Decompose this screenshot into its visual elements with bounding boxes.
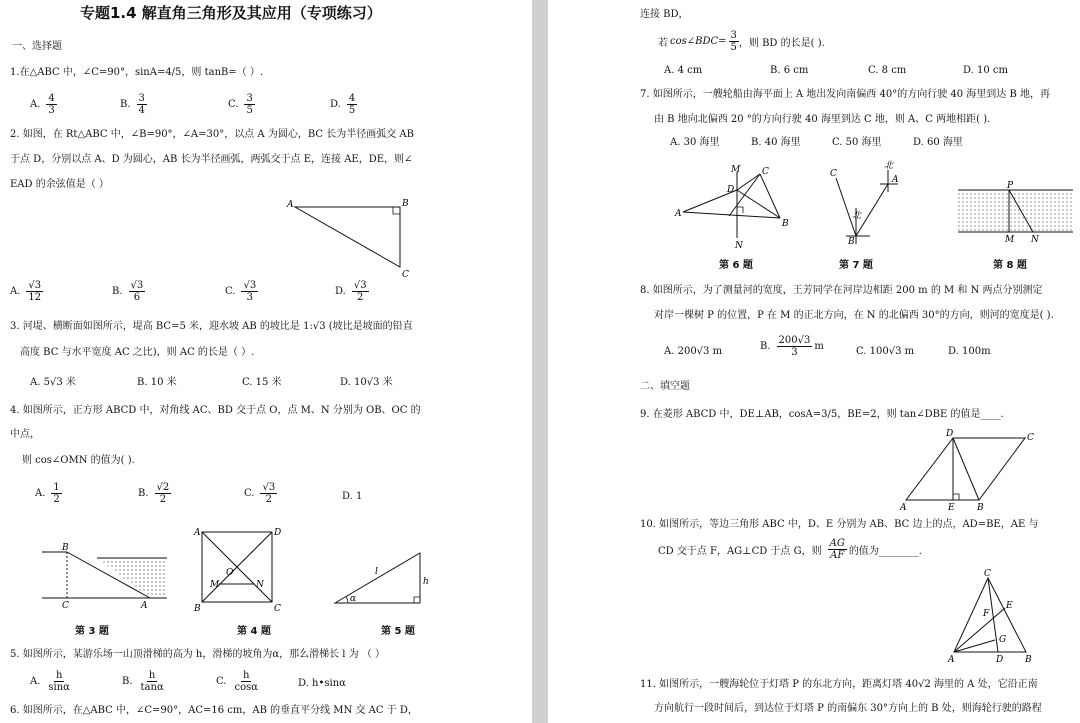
q1-option-d: D. $\frac{4}{5}$: [330, 93, 356, 116]
fig6-label-c: C: [762, 167, 769, 177]
left-page: [0, 0, 532, 723]
q7-option-a: A. 30 海里: [670, 137, 720, 148]
fig4-label-n: N: [256, 580, 264, 590]
q6-option-b: B. 6 cm: [770, 65, 809, 76]
question-10-line-2: CD 交于点 F，AG⊥CD 于点 G，则 $\frac{AG}{AF}$ 的值为________.: [658, 538, 922, 561]
fig6-label-a: A: [675, 209, 682, 219]
fig10-label-e: E: [1006, 601, 1013, 611]
fig10-label-c: C: [984, 569, 991, 579]
q4-option-d: D. 1: [342, 491, 363, 502]
fig7-label-north-a: 北: [884, 161, 894, 171]
fig7-label-c: C: [830, 169, 837, 179]
fig4-label-a: A: [194, 528, 201, 538]
fig8-label-m: M: [1005, 235, 1015, 245]
page-title: 专题1.4 解直角三角形及其应用（专项练习）: [80, 4, 382, 22]
q5-option-c: C. $\frac{h}{\cos\alpha}$: [216, 670, 258, 693]
fig10-label-d: D: [996, 655, 1004, 665]
q3-option-d: D. 10√3 米: [340, 377, 393, 388]
caption-fig6: 第 6 题: [719, 260, 753, 271]
question-2-line-3: EAD 的余弦值是（ ）: [10, 179, 109, 190]
q2-figure: [285, 195, 415, 280]
fig7-label-b: B: [848, 237, 855, 247]
caption-fig8: 第 8 题: [993, 260, 1027, 271]
caption-fig7: 第 7 题: [839, 260, 873, 271]
q6-option-a: A. 4 cm: [664, 65, 703, 76]
fig7-label-a: A: [892, 175, 899, 185]
caption-fig4: 第 4 题: [237, 626, 271, 637]
figure-5: [330, 548, 430, 608]
q3-option-c: C. 15 米: [242, 377, 282, 388]
question-8-line-2: 对岸一棵树 P 的位置，P 在 M 的正北方向，在 N 的北偏西 30°的方向，则河的宽度是( ).: [654, 310, 1054, 321]
q7-option-c: C. 50 海里: [832, 137, 882, 148]
fig3-label-c: C: [62, 601, 69, 611]
q2-option-c: C. $\frac{√3}{3}$: [225, 280, 257, 303]
q8-option-a: A. 200√3 m: [664, 346, 723, 357]
figure-6: [673, 160, 793, 250]
section-fill: 二、填空题: [640, 381, 690, 392]
question-3-line-1: 3. 河堤、横断面如图所示，堤高 BC=5 米，迎水坡 AB 的坡比是 1:√3 (坡比是坡面的铅直: [10, 321, 413, 332]
q8-option-d: D. 100m: [948, 346, 991, 357]
question-1: 1.在△ABC 中，∠C=90°，sinA=4/5，则 tanB=（ ）.: [10, 67, 264, 78]
fig6-label-d: D: [727, 185, 735, 195]
question-9: 9. 在菱形 ABCD 中，DE⊥AB，cosA=3/5，BE=2，则 tan∠DBE 的值是____.: [640, 409, 1004, 420]
q2-label-c: C: [402, 270, 409, 280]
question-4-line-3: 则 cos∠OMN 的值为( ).: [22, 455, 135, 466]
fig10-label-f: F: [983, 609, 990, 619]
question-4-line-2: 中点，: [10, 429, 40, 440]
q4-option-a: A. $\frac{1}{2}$: [35, 482, 60, 505]
q2-option-a: A. $\frac{√3}{12}$: [10, 280, 42, 303]
figure-3: [42, 540, 172, 615]
fig7-label-north-b: 北: [852, 211, 862, 221]
q3-option-a: A. 5√3 米: [30, 377, 76, 388]
q2-label-a: A: [287, 200, 294, 210]
fig8-label-p: P: [1007, 181, 1014, 191]
fig8-label-n: N: [1031, 235, 1039, 245]
q8-option-c: C. 100√3 m: [856, 346, 915, 357]
q6-option-c: C. 8 cm: [868, 65, 907, 76]
fig6-label-m: M: [731, 165, 741, 175]
figure-10: [946, 570, 1041, 665]
q3-option-b: B. 10 米: [137, 377, 177, 388]
figure-4: [192, 527, 282, 615]
fig10-label-b: B: [1025, 655, 1032, 665]
figure-8: [953, 180, 1078, 250]
fig5-label-alpha: α: [350, 594, 357, 604]
fig10-label-a: A: [948, 655, 955, 665]
question-2-line-2: 于点 D，分别以点 A、D 为圆心，AB 长为半径画弧，两弧交于点 E，连接 AE，DE，则∠: [10, 154, 413, 165]
q7-option-b: B. 40 海里: [751, 137, 801, 148]
caption-fig5: 第 5 题: [381, 626, 415, 637]
fig6-label-b: B: [782, 219, 789, 229]
caption-fig3: 第 3 题: [75, 626, 109, 637]
question-7-line-2: 由 B 地向北偏西 20 °的方向行驶 40 海里到达 C 地，则 A、C 两地相距( ).: [654, 114, 991, 125]
fig4-label-b: B: [194, 604, 201, 614]
q5-option-d: D. h•sinα: [298, 678, 346, 689]
question-10-line-1: 10. 如图所示，等边三角形 ABC 中，D、E 分别为 AB、BC 边上的点，AD=BE，AE 与: [640, 519, 1039, 530]
question-7-line-1: 7. 如图所示，一艘轮船由海平面上 A 地出发向南偏西 40°的方向行驶 40 海里到达 B 地，再: [640, 89, 1050, 100]
fig9-label-d: D: [946, 429, 954, 439]
fig5-label-h: h: [423, 577, 429, 587]
q1-option-a: A. $\frac{4}{3}$: [30, 93, 55, 116]
question-6-start: 6. 如图所示，在△ABC 中，∠C=90°，AC=16 cm，AB 的垂直平分线 MN 交 AC 于 D，: [10, 705, 418, 716]
fig9-label-c: C: [1027, 433, 1034, 443]
question-5: 5. 如图所示，某游乐场一山顶滑梯的高为 h，滑梯的坡角为α，那么滑梯长 l 为 （ ）: [10, 649, 386, 660]
fig9-label-a: A: [900, 503, 907, 513]
q1-option-c: C. $\frac{3}{5}$: [228, 93, 253, 116]
q6-continued: 连接 BD，: [640, 9, 689, 20]
q8-option-b: B. $\frac{200√3}{3}$ m: [760, 335, 824, 358]
fig6-label-n: N: [735, 241, 743, 251]
q7-option-d: D. 60 海里: [913, 137, 963, 148]
question-2-line-1: 2. 如图，在 Rt△ABC 中，∠B=90°，∠A=30°，以点 A 为圆心，BC 长为半径画弧交 AB: [10, 129, 414, 140]
figure-9: [898, 428, 1038, 514]
fig9-label-b: B: [977, 503, 984, 513]
fig4-label-d: D: [274, 528, 282, 538]
section-choice: 一、选择题: [12, 41, 62, 52]
fig4-label-c: C: [274, 604, 281, 614]
fig10-label-g: G: [999, 635, 1007, 645]
q2-option-d: D. $\frac{√3}{2}$: [335, 280, 367, 303]
fig4-label-m: M: [210, 580, 220, 590]
q6-condition: 若 cos∠BDC= $\frac{3}{5}$ ，则 BD 的长是( ).: [658, 30, 825, 53]
fig5-label-l: l: [375, 567, 378, 577]
q4-option-c: C. $\frac{√3}{2}$: [244, 482, 276, 505]
q5-option-b: B. $\frac{h}{\tan\alpha}$: [122, 670, 164, 693]
page-gap: [532, 0, 548, 723]
q6-option-d: D. 10 cm: [963, 65, 1009, 76]
fig9-label-e: E: [948, 503, 955, 513]
q5-option-a: A. $\frac{h}{\sin\alpha}$: [30, 670, 70, 693]
question-8-line-1: 8. 如图所示，为了测量河的宽度，王芳同学在河岸边相距 200 m 的 M 和 N 两点分别测定: [640, 285, 1043, 296]
fig3-label-b: B: [62, 543, 69, 553]
q1-option-b: B. $\frac{3}{4}$: [120, 93, 145, 116]
right-page: [548, 0, 1080, 723]
fig4-label-o: O: [226, 568, 234, 578]
figure-7: [828, 160, 908, 248]
question-11-line-1: 11. 如图所示，一艘海轮位于灯塔 P 的东北方向，距离灯塔 40√2 海里的 A 处，它沿正南: [640, 679, 1038, 690]
question-11-line-2: 方向航行一段时间后，到达位于灯塔 P 的南偏东 30°方向上的 B 处，则海轮行驶的路程: [654, 703, 1042, 714]
q2-label-b: B: [402, 199, 409, 209]
q2-option-b: B. $\frac{√3}{6}$: [112, 280, 144, 303]
question-3-line-2: 高度 BC 与水平宽度 AC 之比)，则 AC 的长是（ ）.: [20, 347, 255, 358]
question-4-line-1: 4. 如图所示，正方形 ABCD 中，对角线 AC、BD 交于点 O，点 M、N 分别为 OB、OC 的: [10, 405, 421, 416]
fig3-label-a: A: [141, 601, 148, 611]
q4-option-b: B. $\frac{√2}{2}$: [138, 482, 170, 505]
